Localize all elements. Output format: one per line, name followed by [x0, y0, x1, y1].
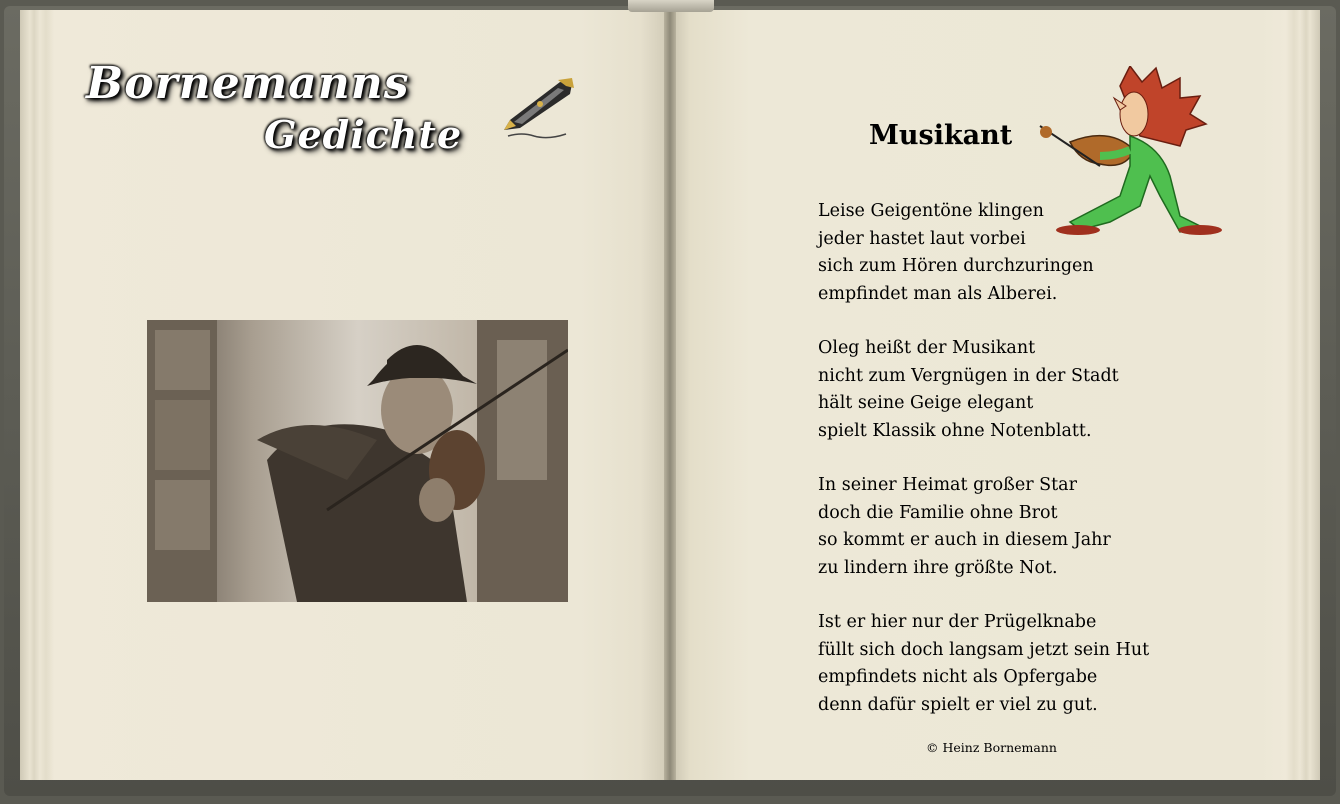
- book-spine: [664, 10, 676, 780]
- poem-line: spielt Klassik ohne Notenblatt.: [818, 420, 1092, 441]
- poem-stanza-1: [818, 198, 1218, 308]
- poem-line: jeder hastet laut vorbei: [818, 228, 1026, 249]
- poem-stanza-2: [818, 335, 1218, 445]
- poem-line: nicht zum Vergnügen in der Stadt: [818, 365, 1119, 386]
- poem-line: sich zum Hören durchzuringen: [818, 256, 1094, 276]
- poem-line: Ist er hier nur der Prügelknabe: [818, 612, 1097, 632]
- poem-line: so kommt er auch in diesem Jahr: [818, 530, 1111, 550]
- poem-line: empfindet man als Alberei.: [818, 283, 1058, 304]
- poem-line: zu lindern ihre größte Not.: [818, 557, 1058, 578]
- fountain-pen-icon: [500, 74, 576, 140]
- poem-line: doch die Familie ohne Brot: [818, 502, 1058, 523]
- poem-stanza-4: [818, 609, 1218, 719]
- poem-line: Leise Geigentöne klingen: [818, 201, 1044, 221]
- copyright-notice: © Heinz Bornemann: [926, 740, 1057, 755]
- poem-line: füllt sich doch langsam jetzt sein Hut: [818, 639, 1150, 660]
- site-logo-line2[interactable]: Gedichte: [264, 112, 463, 157]
- poem-line: Oleg heißt der Musikant: [818, 338, 1036, 358]
- poem-line: In seiner Heimat großer Star: [818, 475, 1077, 495]
- poem-line: hält seine Geige elegant: [818, 393, 1034, 413]
- site-logo-line1[interactable]: Bornemanns: [86, 58, 410, 109]
- poem-stanza-3: [818, 472, 1218, 582]
- book-clasp: [628, 0, 714, 12]
- violinist-photo: [147, 320, 568, 602]
- poem-line: denn dafür spielt er viel zu gut.: [818, 694, 1098, 715]
- poem-body: [818, 198, 1218, 746]
- poem-line: empfindets nicht als Opfergabe: [818, 667, 1098, 687]
- poem-title: Musikant: [869, 120, 1013, 151]
